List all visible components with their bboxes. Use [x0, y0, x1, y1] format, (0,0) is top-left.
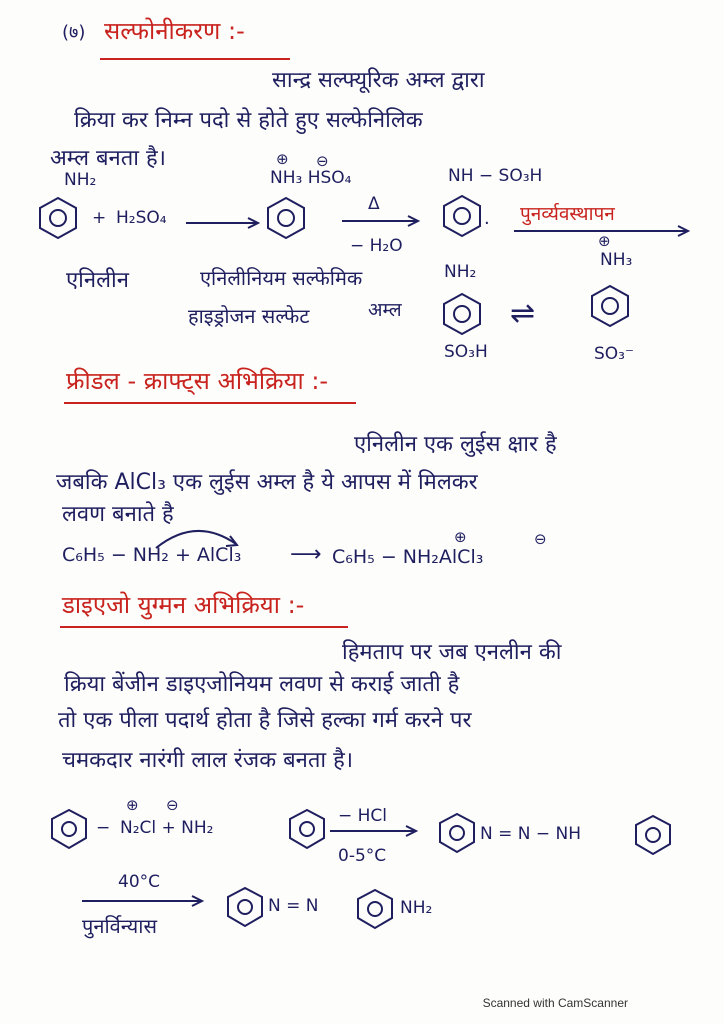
benzene-ring [290, 810, 324, 848]
azo-product: N = N − NH [480, 824, 582, 844]
benzene-ring [358, 890, 392, 928]
condition-below: पुनर्विन्यास [82, 914, 157, 938]
section-number: (७) [62, 22, 86, 43]
product-label: SO₃H [444, 342, 488, 362]
condition-above: 40°C [118, 872, 161, 892]
equilibrium-arrow: ⇌ [510, 296, 536, 331]
benzene-ring [268, 198, 304, 238]
text-line: एनिलीन एक लुईस क्षार है [354, 432, 557, 457]
bond-dash: − [96, 818, 111, 838]
charge-plus: ⊕ [276, 150, 289, 168]
benzene-ring [444, 196, 480, 236]
benzene-ring [592, 286, 628, 326]
azo-bond: N = N [268, 896, 319, 916]
rearrangement-label: पुनर्व्यवस्थापन [520, 203, 615, 225]
compound-name: हाइड्रोजन सल्फेट [188, 304, 310, 328]
text-line: तो एक पीला पदार्थ होता है जिसे हल्का गर्म करने पर [58, 708, 472, 733]
text-line: क्रिया कर निम्न पदो से होते हुए सल्फेनिलिक [74, 108, 423, 133]
text-line: हिमताप पर जब एनलीन की [342, 640, 562, 665]
title-underline [64, 402, 356, 404]
benzene-ring [52, 810, 86, 848]
benzene-ring [440, 814, 474, 852]
product-label: NH − SO₃H [448, 166, 543, 186]
benzene-ring [444, 294, 480, 334]
section-title-friedel-crafts: फ्रीडल - क्राफ्ट्स अभिक्रिया :- [66, 367, 329, 395]
benzene-ring [228, 888, 262, 926]
water-loss: − H₂O [350, 236, 403, 256]
condition-above: − HCl [338, 806, 388, 826]
scanner-watermark: Scanned with CamScanner [482, 996, 628, 1010]
text-line: क्रिया बेंजीन डाइएजोनियम लवण से कराई जाती है [64, 672, 460, 697]
section-title-diazo-coupling: डाइएजो युग्मन अभिक्रिया :- [62, 591, 305, 619]
text-line: चमकदार नारंगी लाल रंजक बनता है। [62, 748, 354, 773]
product-label: SO₃⁻ [594, 344, 634, 364]
compound-name: अम्ल [368, 299, 402, 321]
reactant-label: NH₂ [64, 170, 97, 190]
benzene-ring [40, 198, 76, 238]
condition-below: 0-5°C [338, 846, 387, 866]
equation-left: C₆H₅ − NH₂ + AlCl₃ [62, 544, 242, 566]
reaction-arrow [342, 216, 420, 226]
text-line: सान्द्र सल्फ्यूरिक अम्ल द्वारा [272, 68, 485, 93]
diazonium-salt: N₂Cl + NH₂ [120, 818, 214, 838]
title-underline [100, 58, 290, 60]
reaction-arrow: ⟶ [290, 542, 322, 567]
charge-minus: ⊖ [316, 152, 329, 170]
reaction-arrow [186, 218, 260, 228]
text-line: जबकि AlCl₃ एक लुईस अम्ल है ये आपस में मिलकर [56, 470, 478, 495]
charge-plus: ⊕ [454, 528, 467, 546]
product-label: NH₃ [600, 250, 633, 270]
plus-sign: + [92, 208, 107, 228]
charge-plus: ⊕ [126, 796, 139, 814]
amine-group: NH₂ [400, 898, 433, 918]
section-title-sulfonation: सल्फोनीकरण :- [104, 17, 245, 45]
reaction-arrow [82, 896, 208, 906]
product-label: NH₂ [444, 262, 477, 282]
benzene-ring [636, 816, 670, 854]
text-line: लवण बनाते है [62, 502, 174, 527]
reagent-h2so4: H₂SO₄ [116, 208, 167, 228]
heat-symbol: Δ [368, 194, 380, 214]
charge-minus: ⊖ [166, 796, 179, 814]
product-label: NH₃ HSO₄ [270, 168, 352, 188]
charge-minus: ⊖ [534, 530, 547, 548]
dot: . [484, 208, 490, 229]
compound-name: एनिलीन [66, 268, 129, 293]
text-line: अम्ल बनता है। [50, 146, 167, 171]
reaction-arrow [330, 826, 420, 836]
charge-plus: ⊕ [598, 232, 611, 250]
equation-right: C₆H₅ − NH₂AlCl₃ [332, 546, 484, 568]
compound-name: एनिलीनियम सल्फेमिक [200, 266, 363, 290]
title-underline [60, 626, 348, 628]
